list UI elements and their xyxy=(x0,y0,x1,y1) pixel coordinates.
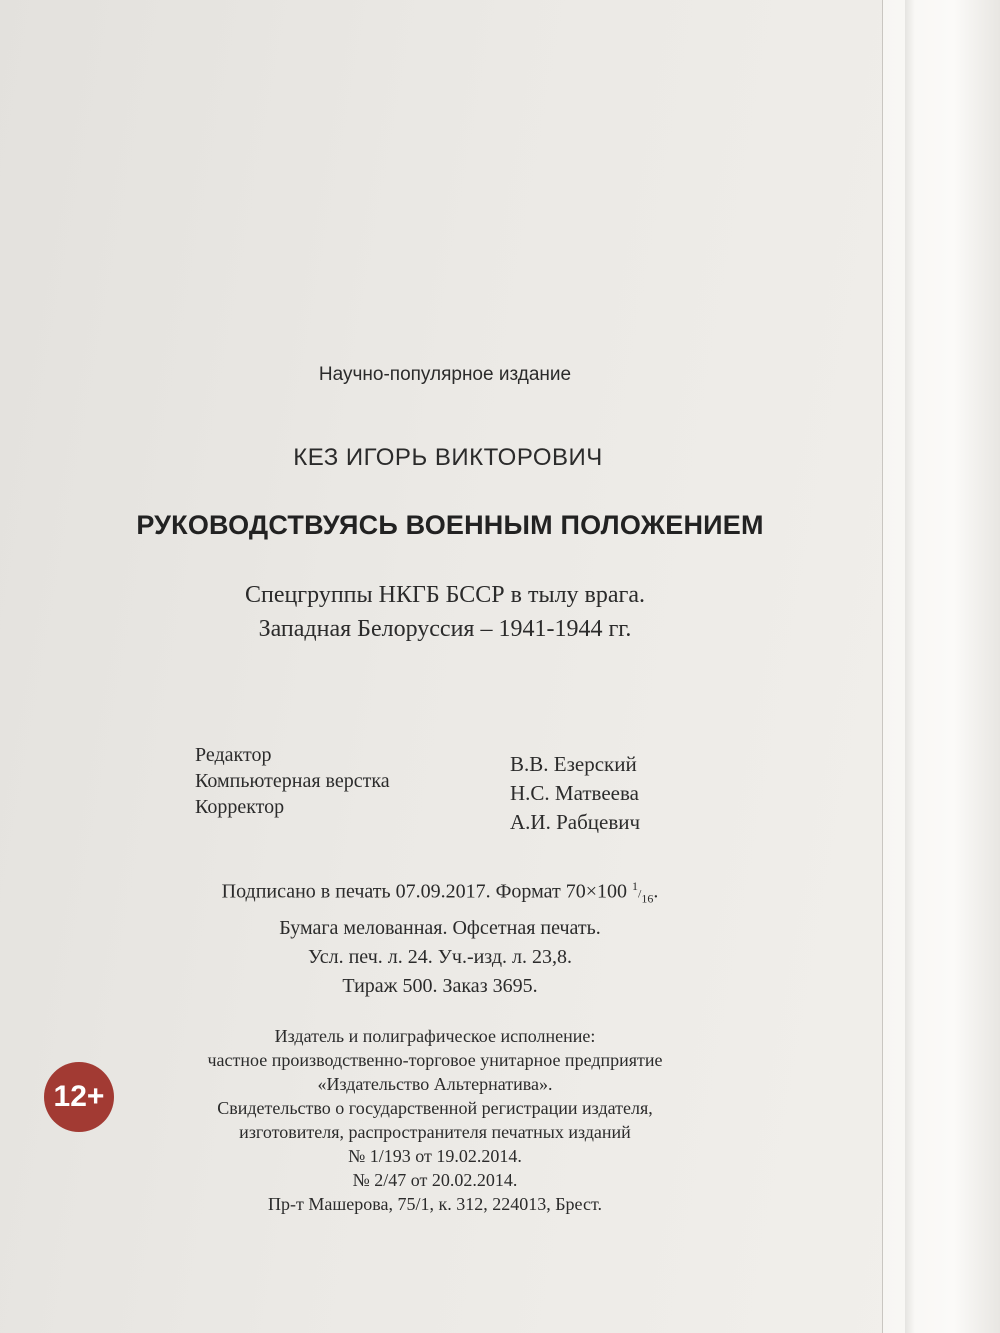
format-fraction-den: 16 xyxy=(641,891,654,906)
print-info xyxy=(222,872,659,1001)
publisher-line: изготовителя, распространителя печатных изданий xyxy=(239,1122,631,1142)
subtitle-line: Западная Белоруссия – 1941-1944 гг. xyxy=(258,616,632,642)
publisher-line: «Издательство Альтернатива». xyxy=(317,1074,553,1094)
format-fraction-num: 1 xyxy=(632,879,639,893)
genre-label: Научно-популярное издание xyxy=(318,364,572,385)
credits-names xyxy=(510,750,640,837)
page-shadow xyxy=(905,0,915,1333)
print-line: Бумага мелованная. Офсетная печать. xyxy=(279,916,601,939)
publisher-info xyxy=(207,1024,662,1216)
publisher-line: № 2/47 от 20.02.2014. xyxy=(352,1170,518,1190)
subtitle-line: Спецгруппы НКГБ БССР в тылу врага. xyxy=(244,582,646,608)
publisher-line: Пр-т Машерова, 75/1, к. 312, 224013, Брест. xyxy=(268,1194,602,1214)
print-line: Тираж 500. Заказ 3695. xyxy=(342,974,538,997)
credits-roles xyxy=(195,742,390,820)
age-rating-badge: 12+ xyxy=(44,1062,114,1132)
publisher-line: Издатель и полиграфическое исполнение: xyxy=(274,1026,596,1046)
credit-name: А.И. Рабцевич xyxy=(510,810,641,834)
author-name: КЕЗ ИГОРЬ ВИКТОРОВИЧ xyxy=(293,444,603,471)
credit-role: Редактор xyxy=(195,744,272,766)
publisher-line: Свидетельство о государственной регистрации издателя, xyxy=(217,1098,653,1118)
next-page-edge xyxy=(882,0,1000,1333)
print-line: Усл. печ. л. 24. Уч.-изд. л. 23,8. xyxy=(307,945,573,968)
book-subtitle xyxy=(245,578,645,646)
print-signed-line: Подписано в печать 07.09.2017. Формат 70×100 $^1/_{16}$. xyxy=(221,879,659,906)
publisher-line: частное производственно-торговое унитарное предприятие xyxy=(207,1050,663,1070)
publisher-line: № 1/193 от 19.02.2014. xyxy=(348,1146,522,1166)
credit-name: В.В. Езерский xyxy=(510,752,637,776)
credit-name: Н.С. Матвеева xyxy=(510,781,639,805)
credit-role: Корректор xyxy=(195,796,285,818)
book-title: РУКОВОДСТВУЯСЬ ВОЕННЫМ ПОЛОЖЕНИЕМ xyxy=(136,510,764,540)
print-signed: Подписано в печать 07.09.2017. Формат 70×100 xyxy=(221,880,628,903)
credit-role: Компьютерная верстка xyxy=(195,770,390,792)
